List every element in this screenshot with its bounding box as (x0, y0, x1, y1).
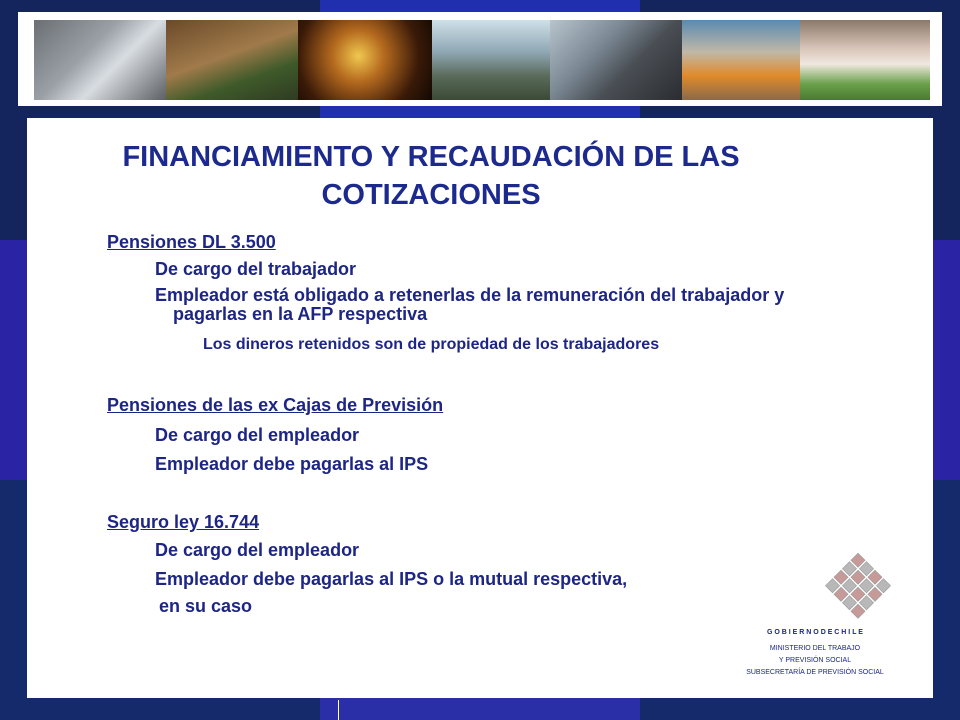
section-heading-seguro-ley: Seguro ley 16.744 (107, 512, 260, 532)
ministerio-label: MINISTERIO DEL TRABAJO (769, 645, 861, 652)
photo-garbage-truck (432, 20, 550, 100)
slide-title (27, 138, 835, 214)
government-text-block (710, 628, 920, 688)
content-card (27, 118, 933, 698)
section-line: De cargo del trabajador (155, 259, 357, 279)
photo-fishermen (682, 20, 800, 100)
photo-banner (18, 12, 942, 106)
photo-classroom (166, 20, 298, 100)
government-logo-icon (813, 550, 903, 630)
gobierno-label: G O B I E R N O D E C H I L E (767, 629, 863, 636)
photo-worker-statue (550, 20, 682, 100)
photo-strip (34, 20, 930, 100)
subsecretaria-label: SUBSECRETARÍA DE PREVISIÓN SOCIAL (746, 669, 884, 676)
photo-cameraman (34, 20, 166, 100)
section-line (155, 286, 855, 324)
slide-title-line1: FINANCIAMIENTO Y RECAUDACIÓN DE LAS (122, 141, 740, 173)
photo-miners (298, 20, 432, 100)
section-line: Empleador debe pagarlas al IPS (155, 454, 429, 474)
section-line: Empleador debe pagarlas al IPS o la mutual respectiva, (155, 569, 628, 589)
section-line: De cargo del empleador (155, 425, 360, 445)
section-line-part2: pagarlas en la AFP respectiva (173, 304, 428, 324)
section-line-part1: Empleador está obligado a retenerlas de la remuneración del trabajador y (155, 285, 785, 305)
section-heading-pensiones-dl: Pensiones DL 3.500 (107, 232, 276, 252)
section-line: De cargo del empleador (155, 540, 360, 560)
slide-title-line2: COTIZACIONES (321, 179, 541, 211)
section-heading-ex-cajas: Pensiones de las ex Cajas de Previsión (107, 395, 444, 415)
photo-asparagus-workers (800, 20, 930, 100)
section-line: en su caso (159, 596, 253, 616)
prevision-label: Y PREVISIÓN SOCIAL (778, 657, 852, 664)
divider-line (338, 700, 339, 720)
section-subline: Los dineros retenidos son de propiedad de los trabajadores (203, 336, 660, 353)
